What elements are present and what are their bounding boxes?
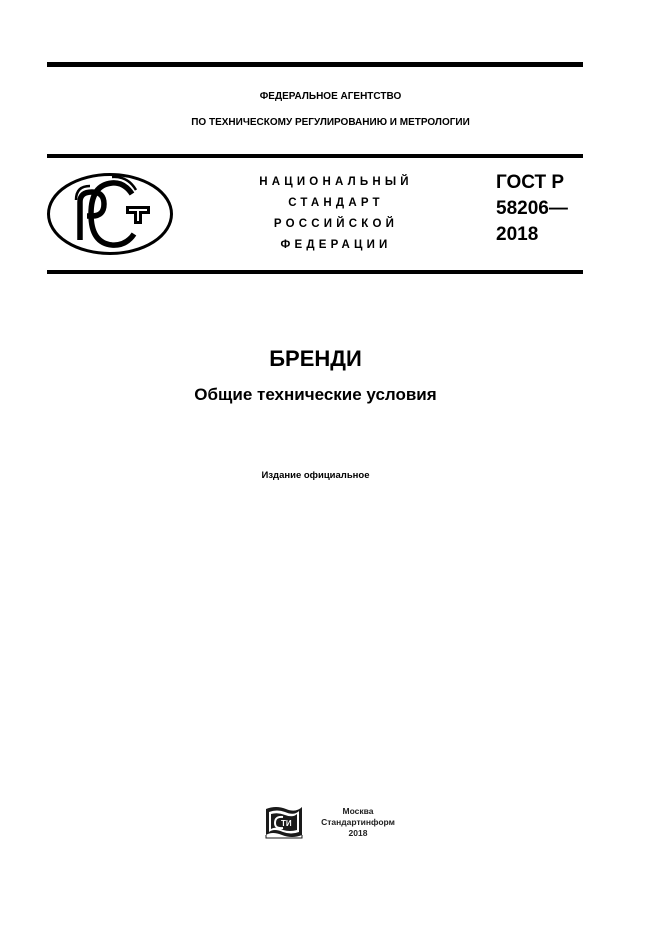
gost-r-rst-logo-icon bbox=[46, 172, 174, 256]
svg-text:ТИ: ТИ bbox=[281, 819, 292, 828]
national-line-2: СТАНДАРТ bbox=[288, 197, 384, 209]
national-line-1: НАЦИОНАЛЬНЫЙ bbox=[259, 176, 413, 188]
gost-code-line-1: ГОСТ Р bbox=[496, 172, 565, 193]
publisher-year: 2018 bbox=[348, 828, 368, 838]
document-subtitle: Общие технические условия bbox=[194, 385, 437, 404]
edition-label: Издание официальное bbox=[261, 470, 370, 481]
agency-line-2: ПО ТЕХНИЧЕСКОМУ РЕГУЛИРОВАНИЮ И МЕТРОЛОГИИ bbox=[191, 117, 470, 128]
gost-code bbox=[496, 170, 568, 248]
standartinform-logo-icon bbox=[264, 805, 304, 839]
top-rule bbox=[47, 62, 583, 67]
publisher-name: Стандартинформ bbox=[321, 817, 395, 827]
national-standard-label bbox=[236, 172, 436, 256]
middle-rule bbox=[47, 154, 583, 158]
publisher-info bbox=[308, 806, 408, 839]
agency-line-1: ФЕДЕРАЛЬНОЕ АГЕНТСТВО bbox=[259, 91, 402, 102]
gost-code-line-3: 2018 bbox=[496, 224, 539, 245]
gost-code-line-2: 58206— bbox=[496, 198, 568, 219]
document-title: БРЕНДИ bbox=[269, 346, 362, 371]
bottom-rule bbox=[47, 270, 583, 274]
publisher-city: Москва bbox=[342, 806, 374, 816]
national-line-3: РОССИЙСКОЙ bbox=[273, 218, 399, 230]
national-line-4: ФЕДЕРАЦИИ bbox=[280, 239, 392, 251]
